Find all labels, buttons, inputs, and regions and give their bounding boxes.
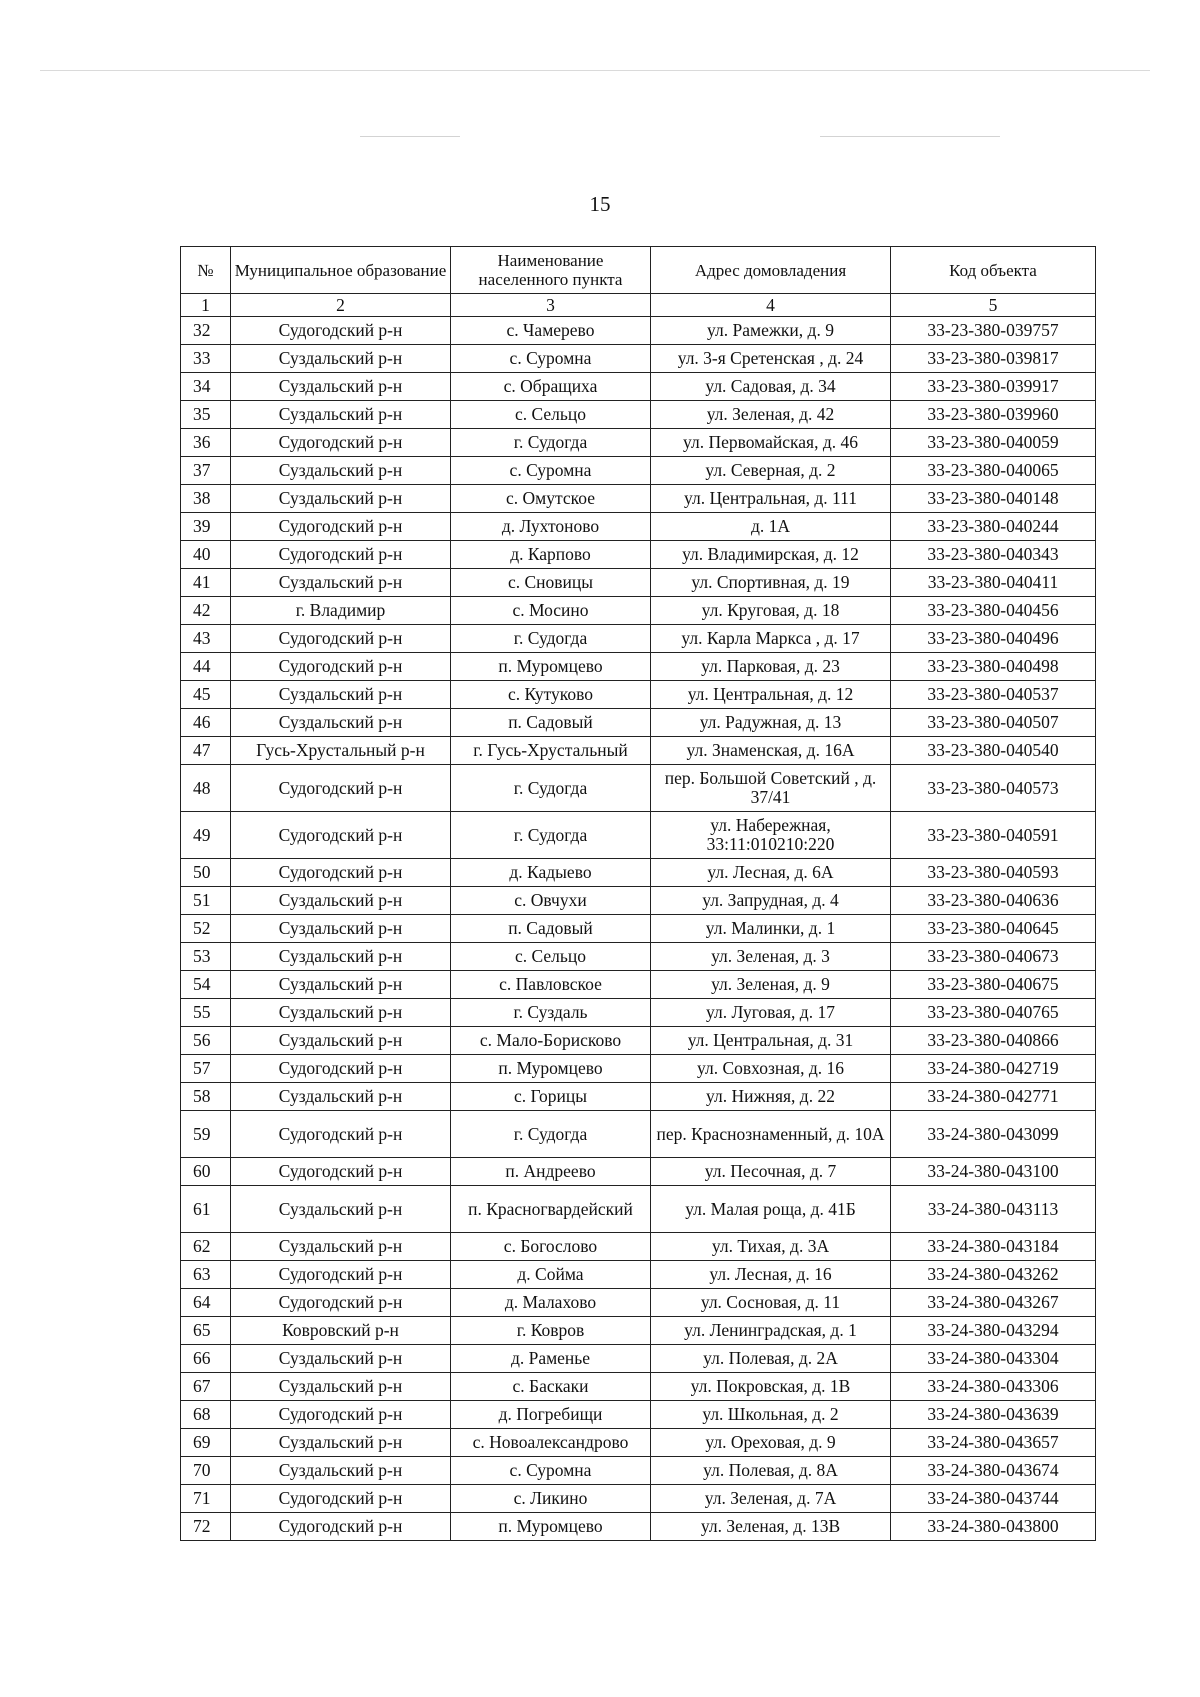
- row-number: 62: [181, 1233, 231, 1261]
- object-code-cell: 33-23-380-040244: [891, 513, 1096, 541]
- object-code-cell: 33-23-380-040593: [891, 859, 1096, 887]
- table-row: [181, 737, 1096, 765]
- settlement-cell: г. Гусь-Хрустальный: [451, 737, 651, 765]
- address-cell: ул. Полевая, д. 2А: [651, 1345, 891, 1373]
- table-row: [181, 541, 1096, 569]
- municipality-cell: Судогодский р-н: [231, 1401, 451, 1429]
- scan-artifact: [820, 136, 1000, 137]
- row-number: 72: [181, 1513, 231, 1541]
- row-number: 67: [181, 1373, 231, 1401]
- municipality-cell: Суздальский р-н: [231, 345, 451, 373]
- settlement-cell: д. Кадыево: [451, 859, 651, 887]
- scan-artifact: [360, 136, 460, 137]
- table-row: [181, 1261, 1096, 1289]
- header-municipality: Муниципальное образование: [231, 247, 451, 294]
- row-number: 63: [181, 1261, 231, 1289]
- address-cell: ул. Садовая, д. 34: [651, 373, 891, 401]
- table-row: [181, 859, 1096, 887]
- table-row: [181, 317, 1096, 345]
- municipality-cell: Суздальский р-н: [231, 1345, 451, 1373]
- object-code-cell: 33-23-380-040498: [891, 653, 1096, 681]
- column-number-row: [181, 294, 1096, 317]
- municipality-cell: Суздальский р-н: [231, 1083, 451, 1111]
- row-number: 47: [181, 737, 231, 765]
- table-row: [181, 1158, 1096, 1186]
- row-number: 59: [181, 1111, 231, 1158]
- table-row: [181, 709, 1096, 737]
- table-row: [181, 1233, 1096, 1261]
- object-code-cell: 33-24-380-043657: [891, 1429, 1096, 1457]
- settlement-cell: г. Ковров: [451, 1317, 651, 1345]
- address-cell: ул. Нижняя, д. 22: [651, 1083, 891, 1111]
- table-row: [181, 971, 1096, 999]
- column-number: 1: [181, 294, 231, 317]
- table-row: [181, 1027, 1096, 1055]
- row-number: 57: [181, 1055, 231, 1083]
- address-cell: ул. Школьная, д. 2: [651, 1401, 891, 1429]
- object-code-cell: 33-23-380-040573: [891, 765, 1096, 812]
- address-cell: пер. Большой Советский , д. 37/41: [651, 765, 891, 812]
- object-code-cell: 33-23-380-040411: [891, 569, 1096, 597]
- address-cell: ул. Покровская, д. 1В: [651, 1373, 891, 1401]
- settlement-cell: г. Судогда: [451, 1111, 651, 1158]
- municipality-cell: г. Владимир: [231, 597, 451, 625]
- municipality-cell: Суздальский р-н: [231, 1186, 451, 1233]
- municipality-cell: Суздальский р-н: [231, 915, 451, 943]
- object-code-cell: 33-24-380-043306: [891, 1373, 1096, 1401]
- address-cell: ул. Зеленая, д. 13В: [651, 1513, 891, 1541]
- settlement-cell: г. Судогда: [451, 429, 651, 457]
- object-code-cell: 33-24-380-043744: [891, 1485, 1096, 1513]
- object-code-cell: 33-23-380-040673: [891, 943, 1096, 971]
- object-code-cell: 33-23-380-040343: [891, 541, 1096, 569]
- municipality-cell: Судогодский р-н: [231, 1261, 451, 1289]
- municipality-cell: Суздальский р-н: [231, 373, 451, 401]
- object-code-cell: 33-23-380-039917: [891, 373, 1096, 401]
- table-row: [181, 457, 1096, 485]
- object-code-cell: 33-23-380-040645: [891, 915, 1096, 943]
- municipality-cell: Судогодский р-н: [231, 625, 451, 653]
- address-cell: ул. Знаменская, д. 16А: [651, 737, 891, 765]
- address-cell: ул. Первомайская, д. 46: [651, 429, 891, 457]
- municipality-cell: Суздальский р-н: [231, 887, 451, 915]
- object-code-cell: 33-23-380-040496: [891, 625, 1096, 653]
- address-cell: ул. Северная, д. 2: [651, 457, 891, 485]
- municipality-cell: Ковровский р-н: [231, 1317, 451, 1345]
- municipality-cell: Суздальский р-н: [231, 1457, 451, 1485]
- municipality-cell: Суздальский р-н: [231, 943, 451, 971]
- table-row: [181, 1289, 1096, 1317]
- settlement-cell: с. Сновицы: [451, 569, 651, 597]
- object-code-cell: 33-23-380-039757: [891, 317, 1096, 345]
- address-cell: ул. Зеленая, д. 7А: [651, 1485, 891, 1513]
- table-row: [181, 429, 1096, 457]
- settlement-cell: с. Суромна: [451, 345, 651, 373]
- row-number: 49: [181, 812, 231, 859]
- address-cell: ул. Владимирская, д. 12: [651, 541, 891, 569]
- settlement-cell: п. Садовый: [451, 915, 651, 943]
- settlement-cell: с. Обращиха: [451, 373, 651, 401]
- settlement-cell: д. Погребищи: [451, 1401, 651, 1429]
- settlement-cell: с. Богослово: [451, 1233, 651, 1261]
- table-row: [181, 943, 1096, 971]
- municipality-cell: Судогодский р-н: [231, 1055, 451, 1083]
- municipality-cell: Судогодский р-н: [231, 513, 451, 541]
- object-code-cell: 33-23-380-040540: [891, 737, 1096, 765]
- municipality-cell: Суздальский р-н: [231, 569, 451, 597]
- table-row: [181, 1485, 1096, 1513]
- object-code-cell: 33-24-380-043800: [891, 1513, 1096, 1541]
- settlement-cell: с. Суромна: [451, 1457, 651, 1485]
- row-number: 55: [181, 999, 231, 1027]
- row-number: 71: [181, 1485, 231, 1513]
- table-row: [181, 1083, 1096, 1111]
- header-number: №: [181, 247, 231, 294]
- address-cell: ул. Сосновая, д. 11: [651, 1289, 891, 1317]
- municipality-cell: Судогодский р-н: [231, 317, 451, 345]
- address-cell: ул. Центральная, д. 12: [651, 681, 891, 709]
- table-row: [181, 345, 1096, 373]
- municipality-cell: Судогодский р-н: [231, 1111, 451, 1158]
- address-cell: ул. Рамежки, д. 9: [651, 317, 891, 345]
- table-body: [181, 317, 1096, 1541]
- header-object-code: Код объекта: [891, 247, 1096, 294]
- settlement-cell: п. Садовый: [451, 709, 651, 737]
- settlement-cell: с. Ликино: [451, 1485, 651, 1513]
- table-row: [181, 999, 1096, 1027]
- municipality-cell: Судогодский р-н: [231, 1289, 451, 1317]
- object-code-cell: 33-23-380-040675: [891, 971, 1096, 999]
- table-row: [181, 681, 1096, 709]
- municipality-cell: Судогодский р-н: [231, 1485, 451, 1513]
- address-cell: ул. 3-я Сретенская , д. 24: [651, 345, 891, 373]
- object-code-cell: 33-24-380-043267: [891, 1289, 1096, 1317]
- row-number: 34: [181, 373, 231, 401]
- settlement-cell: д. Раменье: [451, 1345, 651, 1373]
- object-code-cell: 33-23-380-039960: [891, 401, 1096, 429]
- object-code-cell: 33-23-380-040065: [891, 457, 1096, 485]
- settlement-cell: с. Баскаки: [451, 1373, 651, 1401]
- table-row: [181, 513, 1096, 541]
- address-cell: пер. Краснознаменный, д. 10А: [651, 1111, 891, 1158]
- address-cell: ул. Ленинградская, д. 1: [651, 1317, 891, 1345]
- table-row: [181, 1186, 1096, 1233]
- municipality-cell: Судогодский р-н: [231, 1513, 451, 1541]
- table-header-row: [181, 247, 1096, 294]
- table-row: [181, 1373, 1096, 1401]
- row-number: 36: [181, 429, 231, 457]
- row-number: 45: [181, 681, 231, 709]
- settlement-cell: с. Мосино: [451, 597, 651, 625]
- settlement-cell: п. Муромцево: [451, 653, 651, 681]
- object-code-cell: 33-24-380-042719: [891, 1055, 1096, 1083]
- table-row: [181, 765, 1096, 812]
- object-code-cell: 33-23-380-040866: [891, 1027, 1096, 1055]
- table-row: [181, 812, 1096, 859]
- scan-artifact: [40, 70, 1150, 71]
- table-row: [181, 485, 1096, 513]
- row-number: 56: [181, 1027, 231, 1055]
- object-code-cell: 33-23-380-040507: [891, 709, 1096, 737]
- municipality-cell: Суздальский р-н: [231, 401, 451, 429]
- row-number: 37: [181, 457, 231, 485]
- address-cell: ул. Луговая, д. 17: [651, 999, 891, 1027]
- municipality-cell: Суздальский р-н: [231, 681, 451, 709]
- object-code-cell: 33-23-380-040059: [891, 429, 1096, 457]
- table-row: [181, 1457, 1096, 1485]
- settlement-cell: с. Новоалександрово: [451, 1429, 651, 1457]
- table-row: [181, 887, 1096, 915]
- header-settlement: Наименование населенного пункта: [451, 247, 651, 294]
- object-code-cell: 33-24-380-043674: [891, 1457, 1096, 1485]
- settlement-cell: п. Андреево: [451, 1158, 651, 1186]
- municipality-cell: Судогодский р-н: [231, 541, 451, 569]
- object-code-cell: 33-24-380-043184: [891, 1233, 1096, 1261]
- address-cell: ул. Лесная, д. 16: [651, 1261, 891, 1289]
- municipality-cell: Суздальский р-н: [231, 485, 451, 513]
- row-number: 69: [181, 1429, 231, 1457]
- municipality-cell: Суздальский р-н: [231, 457, 451, 485]
- settlement-cell: с. Павловское: [451, 971, 651, 999]
- table-row: [181, 1401, 1096, 1429]
- municipality-cell: Суздальский р-н: [231, 1233, 451, 1261]
- table-row: [181, 1111, 1096, 1158]
- address-cell: ул. Полевая, д. 8А: [651, 1457, 891, 1485]
- table-row: [181, 653, 1096, 681]
- object-code-cell: 33-23-380-040636: [891, 887, 1096, 915]
- address-cell: ул. Круговая, д. 18: [651, 597, 891, 625]
- address-cell: ул. Спортивная, д. 19: [651, 569, 891, 597]
- column-number: 3: [451, 294, 651, 317]
- address-cell: ул. Набережная, 33:11:010210:220: [651, 812, 891, 859]
- object-code-cell: 33-23-380-040591: [891, 812, 1096, 859]
- settlement-cell: с. Мало-Борисково: [451, 1027, 651, 1055]
- row-number: 42: [181, 597, 231, 625]
- row-number: 33: [181, 345, 231, 373]
- settlement-cell: д. Лухтоново: [451, 513, 651, 541]
- row-number: 68: [181, 1401, 231, 1429]
- object-code-cell: 33-24-380-043262: [891, 1261, 1096, 1289]
- municipality-cell: Суздальский р-н: [231, 971, 451, 999]
- row-number: 61: [181, 1186, 231, 1233]
- municipality-cell: Суздальский р-н: [231, 709, 451, 737]
- municipality-cell: Суздальский р-н: [231, 999, 451, 1027]
- settlement-cell: д. Малахово: [451, 1289, 651, 1317]
- column-number: 4: [651, 294, 891, 317]
- address-cell: ул. Карла Маркса , д. 17: [651, 625, 891, 653]
- table-row: [181, 401, 1096, 429]
- object-code-cell: 33-23-380-040765: [891, 999, 1096, 1027]
- municipality-cell: Судогодский р-н: [231, 429, 451, 457]
- settlement-cell: г. Судогда: [451, 625, 651, 653]
- municipality-cell: Судогодский р-н: [231, 765, 451, 812]
- municipality-cell: Гусь-Хрустальный р-н: [231, 737, 451, 765]
- row-number: 50: [181, 859, 231, 887]
- row-number: 39: [181, 513, 231, 541]
- row-number: 48: [181, 765, 231, 812]
- table-row: [181, 915, 1096, 943]
- object-code-cell: 33-24-380-043639: [891, 1401, 1096, 1429]
- address-cell: ул. Зеленая, д. 42: [651, 401, 891, 429]
- row-number: 53: [181, 943, 231, 971]
- table-row: [181, 1513, 1096, 1541]
- table-row: [181, 1317, 1096, 1345]
- address-cell: ул. Зеленая, д. 9: [651, 971, 891, 999]
- address-cell: ул. Песочная, д. 7: [651, 1158, 891, 1186]
- object-code-cell: 33-24-380-043113: [891, 1186, 1096, 1233]
- object-code-cell: 33-24-380-043304: [891, 1345, 1096, 1373]
- settlement-cell: с. Кутуково: [451, 681, 651, 709]
- table-row: [181, 1345, 1096, 1373]
- row-number: 66: [181, 1345, 231, 1373]
- row-number: 32: [181, 317, 231, 345]
- row-number: 51: [181, 887, 231, 915]
- municipality-cell: Судогодский р-н: [231, 859, 451, 887]
- column-number: 5: [891, 294, 1096, 317]
- municipality-cell: Судогодский р-н: [231, 1158, 451, 1186]
- row-number: 38: [181, 485, 231, 513]
- row-number: 40: [181, 541, 231, 569]
- table-row: [181, 373, 1096, 401]
- settlement-cell: с. Суромна: [451, 457, 651, 485]
- object-code-cell: 33-24-380-042771: [891, 1083, 1096, 1111]
- municipality-cell: Суздальский р-н: [231, 1027, 451, 1055]
- address-cell: ул. Центральная, д. 111: [651, 485, 891, 513]
- header-address: Адрес домовладения: [651, 247, 891, 294]
- address-cell: ул. Запрудная, д. 4: [651, 887, 891, 915]
- column-number: 2: [231, 294, 451, 317]
- row-number: 35: [181, 401, 231, 429]
- row-number: 60: [181, 1158, 231, 1186]
- row-number: 41: [181, 569, 231, 597]
- object-code-cell: 33-23-380-039817: [891, 345, 1096, 373]
- address-cell: ул. Совхозная, д. 16: [651, 1055, 891, 1083]
- settlement-cell: г. Суздаль: [451, 999, 651, 1027]
- settlement-cell: д. Карпово: [451, 541, 651, 569]
- row-number: 58: [181, 1083, 231, 1111]
- row-number: 52: [181, 915, 231, 943]
- address-cell: ул. Ореховая, д. 9: [651, 1429, 891, 1457]
- settlement-cell: г. Судогда: [451, 812, 651, 859]
- registry-table: [180, 246, 1096, 1541]
- object-code-cell: 33-23-380-040148: [891, 485, 1096, 513]
- object-code-cell: 33-24-380-043099: [891, 1111, 1096, 1158]
- settlement-cell: п. Муромцево: [451, 1055, 651, 1083]
- settlement-cell: п. Красногвардейский: [451, 1186, 651, 1233]
- address-cell: ул. Лесная, д. 6А: [651, 859, 891, 887]
- row-number: 70: [181, 1457, 231, 1485]
- address-cell: д. 1А: [651, 513, 891, 541]
- settlement-cell: с. Омутское: [451, 485, 651, 513]
- address-cell: ул. Малинки, д. 1: [651, 915, 891, 943]
- object-code-cell: 33-23-380-040456: [891, 597, 1096, 625]
- object-code-cell: 33-24-380-043100: [891, 1158, 1096, 1186]
- settlement-cell: г. Судогда: [451, 765, 651, 812]
- address-cell: ул. Тихая, д. 3А: [651, 1233, 891, 1261]
- table-row: [181, 1055, 1096, 1083]
- row-number: 54: [181, 971, 231, 999]
- row-number: 64: [181, 1289, 231, 1317]
- row-number: 43: [181, 625, 231, 653]
- object-code-cell: 33-24-380-043294: [891, 1317, 1096, 1345]
- settlement-cell: п. Муромцево: [451, 1513, 651, 1541]
- settlement-cell: д. Сойма: [451, 1261, 651, 1289]
- municipality-cell: Судогодский р-н: [231, 812, 451, 859]
- address-cell: ул. Радужная, д. 13: [651, 709, 891, 737]
- settlement-cell: с. Чамерево: [451, 317, 651, 345]
- address-cell: ул. Парковая, д. 23: [651, 653, 891, 681]
- table-row: [181, 597, 1096, 625]
- address-cell: ул. Центральная, д. 31: [651, 1027, 891, 1055]
- address-cell: ул. Зеленая, д. 3: [651, 943, 891, 971]
- row-number: 44: [181, 653, 231, 681]
- settlement-cell: с. Горицы: [451, 1083, 651, 1111]
- municipality-cell: Суздальский р-н: [231, 1373, 451, 1401]
- address-cell: ул. Малая роща, д. 41Б: [651, 1186, 891, 1233]
- table-row: [181, 569, 1096, 597]
- settlement-cell: с. Сельцо: [451, 943, 651, 971]
- row-number: 65: [181, 1317, 231, 1345]
- municipality-cell: Суздальский р-н: [231, 1429, 451, 1457]
- page-number: 15: [589, 192, 611, 216]
- municipality-cell: Судогодский р-н: [231, 653, 451, 681]
- table-row: [181, 625, 1096, 653]
- object-code-cell: 33-23-380-040537: [891, 681, 1096, 709]
- settlement-cell: с. Сельцо: [451, 401, 651, 429]
- settlement-cell: с. Овчухи: [451, 887, 651, 915]
- row-number: 46: [181, 709, 231, 737]
- table-row: [181, 1429, 1096, 1457]
